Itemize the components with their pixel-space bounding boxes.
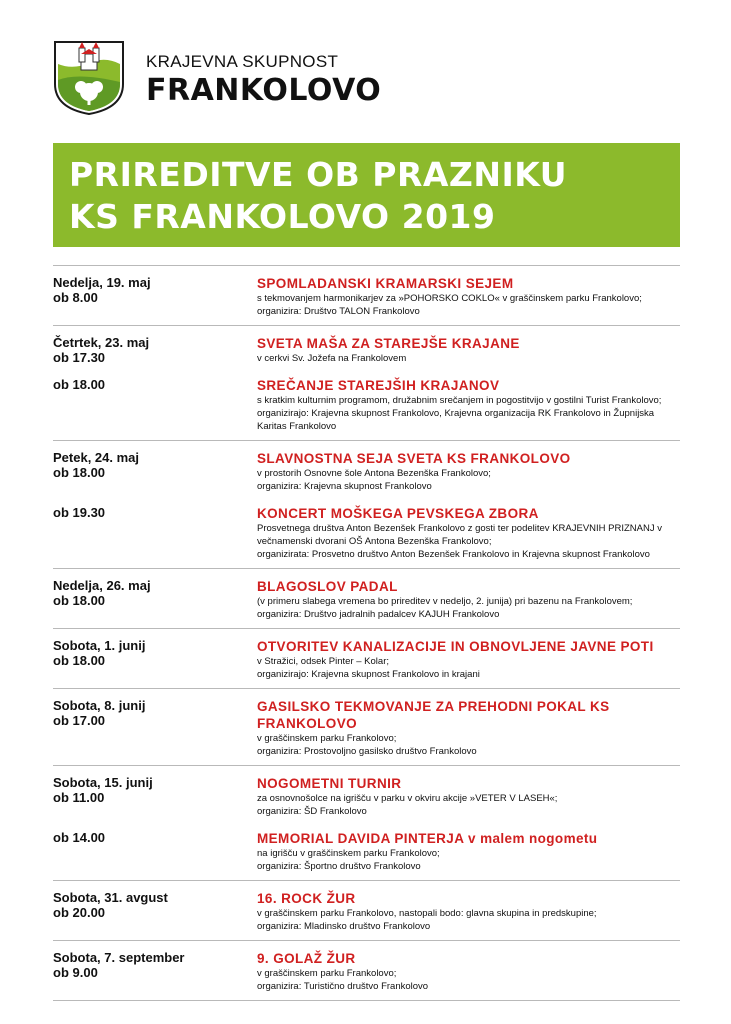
event-description: v graščinskem parku Frankolovo, nastopali bodo: glavna skupina in predskupine; [257, 908, 597, 919]
event-title: MEMORIAL DAVIDA PINTERJA v malem nogometu [257, 831, 598, 846]
schedule-row [53, 765, 680, 880]
event-description: s tekmovanjem harmonikarjev za »POHORSKO COKLO« v graščinskem parku Frankolovo; [257, 293, 642, 304]
event-description: Prosvetnega društva Anton Bezenšek Frankolovo z gosti ter podelitev KRAJEVNIH PRIZNANJ v večnamenski dvorani OŠ Antona Bezenška Frankolovo; [257, 523, 662, 547]
event-title: SLAVNOSTNA SEJA SVETA KS FRANKOLOVO [257, 451, 571, 466]
event-description: na igrišču v graščinskem parku Frankolovo; [257, 848, 440, 859]
event-organizer: organizira: Krajevna skupnost Frankolovo [257, 481, 432, 492]
event-item [53, 888, 680, 933]
event-title: NOGOMETNI TURNIR [257, 776, 402, 791]
event-item [53, 273, 680, 318]
event-item [53, 503, 680, 561]
banner-title-line2: KS FRANKOLOVO 2019 [69, 197, 496, 236]
event-description: v prostorih Osnovne šole Antona Bezenška Frankolovo; [257, 468, 491, 479]
event-schedule [53, 265, 680, 1001]
event-description: v Stražici, odsek Pinter – Kolar; [257, 656, 389, 667]
schedule-row [53, 880, 680, 940]
event-title: SREČANJE STAREJŠIH KRAJANOV [257, 378, 500, 393]
org-name-line1: KRAJEVNA SKUPNOST [146, 52, 339, 71]
schedule-row [53, 688, 680, 765]
event-organizer: organizira: Športno društvo Frankolovo [257, 861, 421, 872]
event-title: GASILSKO TEKMOVANJE ZA PREHODNI POKAL KS FRANKOLOVO [257, 699, 610, 731]
schedule-row [53, 628, 680, 688]
event-description: v cerkvi Sv. Jožefa na Frankolovem [257, 353, 407, 364]
event-date: Sobota, 31. avgust ob 20.00 [53, 890, 168, 920]
event-description: za osnovnošolce na igrišču v parku v okviru akcije »VETER V LASEH«; [257, 793, 558, 804]
event-description: s kratkim kulturnim programom, družabnim srečanjem in pogostitvijo v gostilni Turist Frankolovo; [257, 395, 662, 406]
event-date: ob 14.00 [53, 830, 106, 845]
event-item [53, 576, 680, 621]
event-title: KONCERT MOŠKEGA PEVSKEGA ZBORA [257, 506, 539, 521]
event-organizer: organizira: Mladinsko društvo Frankolovo [257, 921, 431, 932]
event-item [53, 448, 680, 493]
event-date: Sobota, 15. junij ob 11.00 [53, 775, 153, 805]
event-item [53, 696, 680, 758]
event-description: v graščinskem parku Frankolovo; [257, 733, 397, 744]
event-title: 16. ROCK ŽUR [257, 891, 356, 906]
event-organizer: organizirata: Prosvetno društvo Anton Bezenšek Frankolovo in Krajevna skupnost Frankolovo [257, 549, 650, 560]
event-title: BLAGOSLOV PADAL [257, 579, 398, 594]
banner-title-line1: PRIREDITVE OB PRAZNIKU [69, 155, 568, 194]
event-title: 9. GOLAŽ ŽUR [257, 951, 356, 966]
schedule-row [53, 568, 680, 628]
event-date: Nedelja, 19. maj ob 8.00 [53, 275, 151, 305]
coat-of-arms-logo [53, 40, 125, 116]
event-title: OTVORITEV KANALIZACIJE IN OBNOVLJENE JAVNE POTI [257, 639, 654, 654]
event-date: Četrtek, 23. maj ob 17.30 [53, 335, 150, 365]
event-item [53, 636, 680, 681]
event-date: Sobota, 1. junij ob 18.00 [53, 638, 146, 668]
event-item [53, 773, 680, 818]
event-organizer: organizirajo: Krajevna skupnost Frankolovo in krajani [257, 669, 480, 680]
schedule-row [53, 325, 680, 440]
event-item [53, 333, 680, 365]
schedule-row [53, 265, 680, 325]
schedule-row [53, 940, 680, 1001]
event-date: Sobota, 7. september ob 9.00 [53, 950, 185, 980]
event-description: (v primeru slabega vremena bo prireditev v nedeljo, 2. junija) pri bazenu na Frankolovem; [257, 596, 633, 607]
event-organizer: organizira: Društvo TALON Frankolovo [257, 306, 420, 317]
event-date: ob 18.00 [53, 377, 106, 392]
event-title: SPOMLADANSKI KRAMARSKI SEJEM [257, 276, 514, 291]
event-organizer: organizira: Turistično društvo Frankolovo [257, 981, 429, 992]
event-item [53, 375, 680, 433]
event-organizer: organizirajo: Krajevna skupnost Frankolovo, Krajevna organizacija RK Frankolovo in Župnijska Karitas Frankolovo [257, 408, 655, 432]
event-title: SVETA MAŠA ZA STAREJŠE KRAJANE [257, 336, 520, 351]
event-date: ob 19.30 [53, 505, 106, 520]
event-item [53, 828, 680, 873]
event-date: Nedelja, 26. maj ob 18.00 [53, 578, 151, 608]
event-organizer: organizira: Prostovoljno gasilsko društvo Frankolovo [257, 746, 477, 757]
org-name-line2: FRANKOLOVO [146, 73, 382, 108]
event-item [53, 948, 680, 993]
event-date: Sobota, 8. junij ob 17.00 [53, 698, 146, 728]
event-description: v graščinskem parku Frankolovo; [257, 968, 397, 979]
event-date: Petek, 24. maj ob 18.00 [53, 450, 139, 480]
event-organizer: organizira: ŠD Frankolovo [257, 806, 367, 817]
event-organizer: organizira: Društvo jadralnih padalcev KAJUH Frankolovo [257, 609, 500, 620]
schedule-row [53, 440, 680, 568]
title-banner [53, 143, 680, 247]
